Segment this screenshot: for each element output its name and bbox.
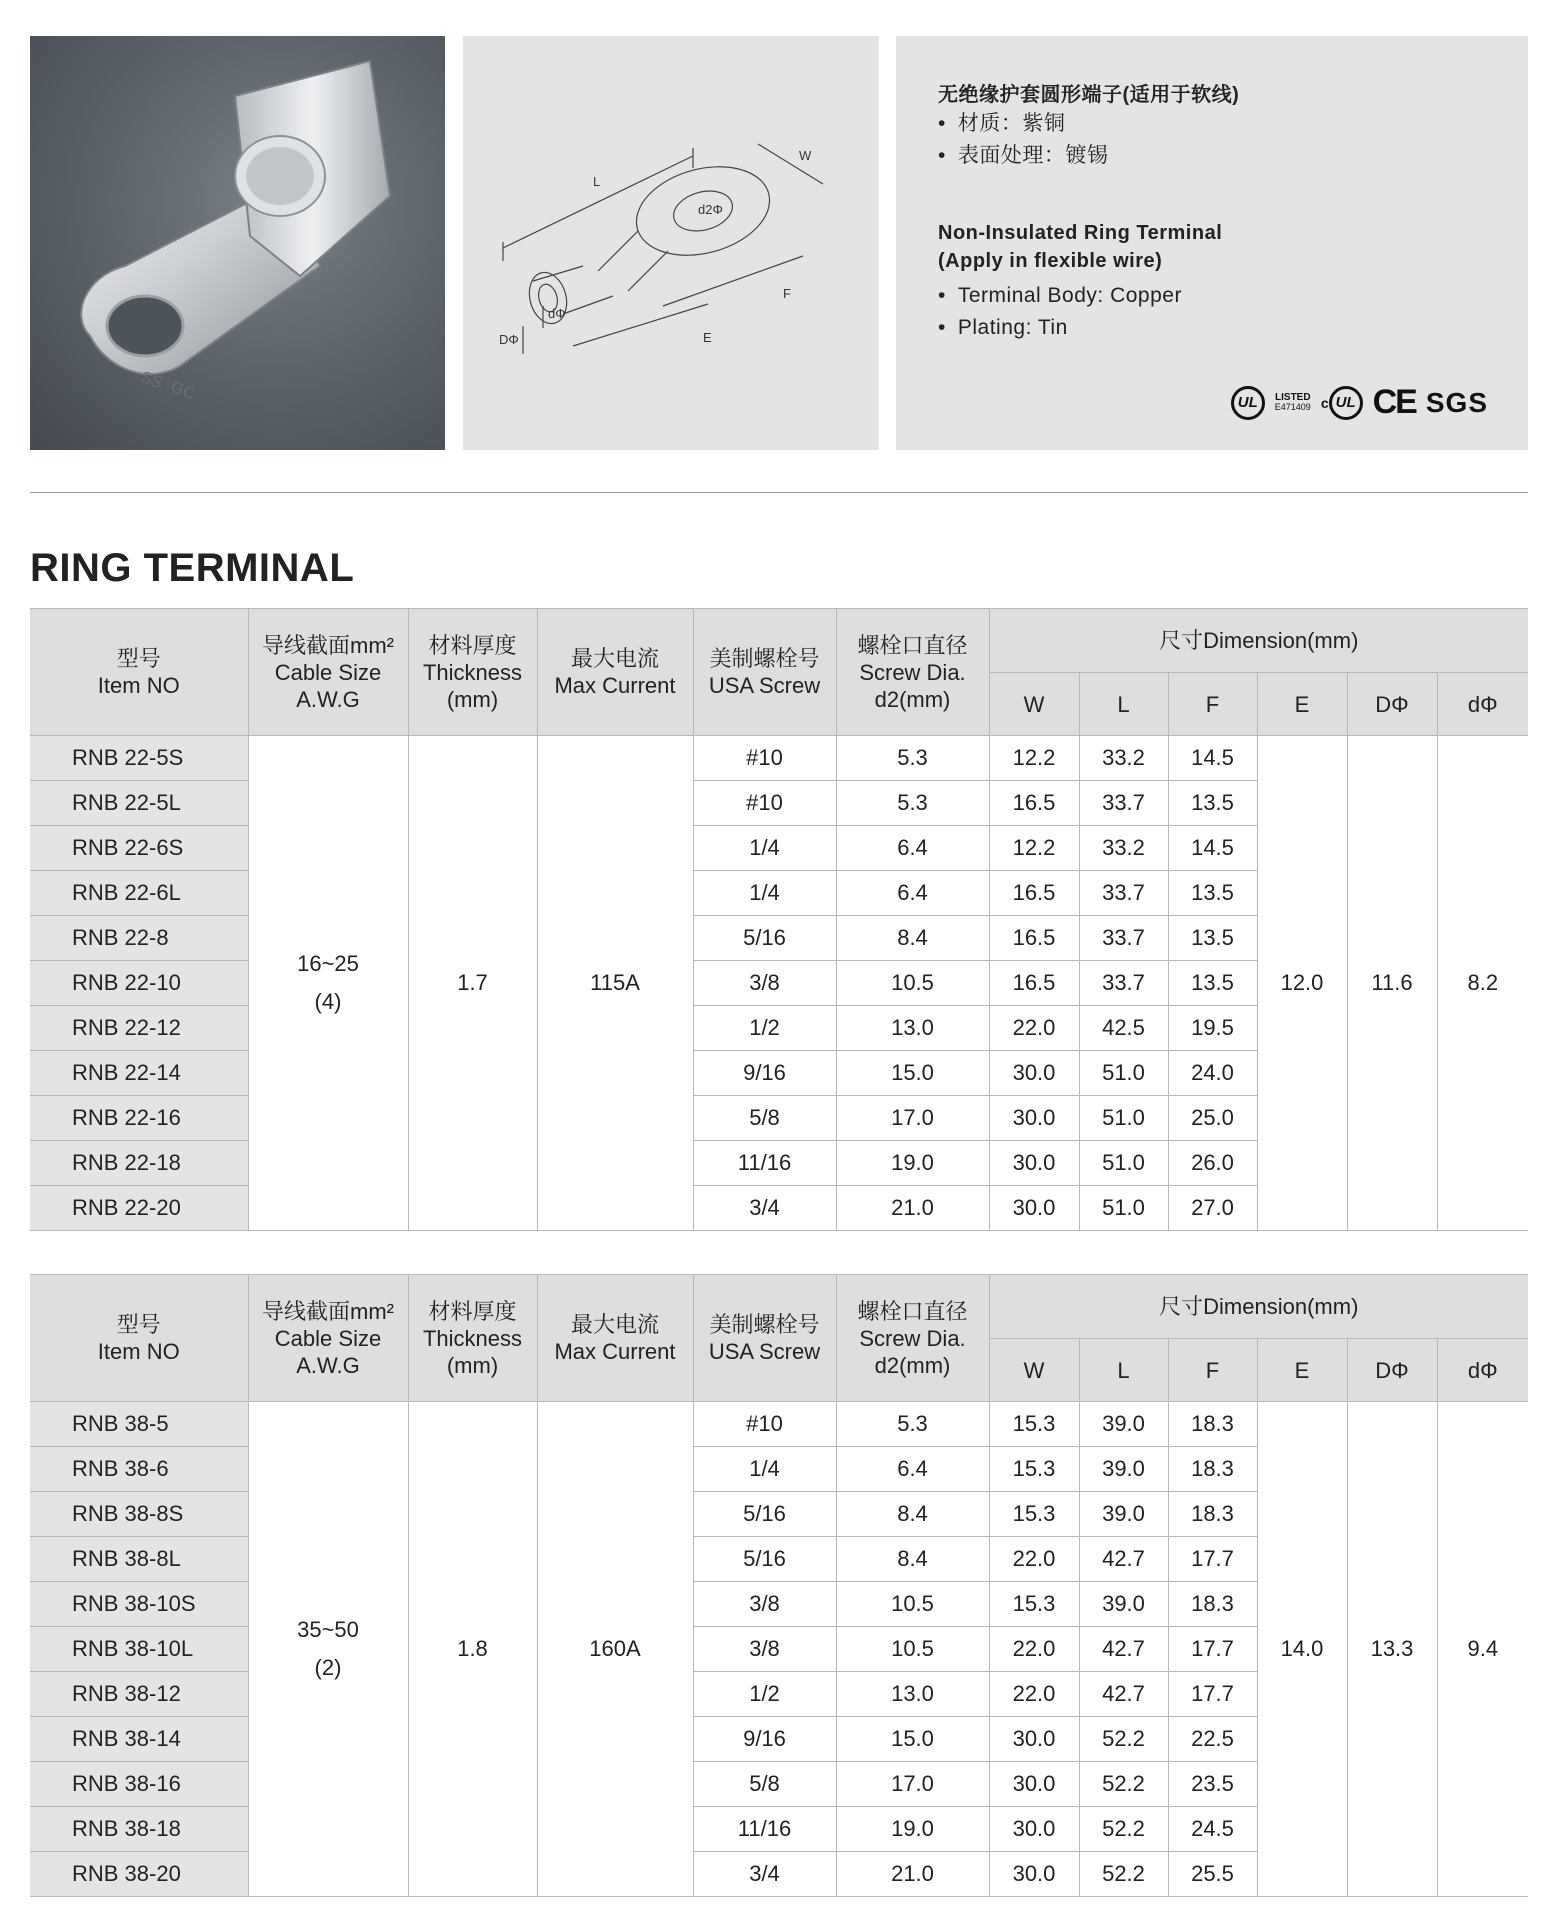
dim-w-cell: 30.0: [989, 1051, 1079, 1096]
col-w: W: [989, 1339, 1079, 1402]
item-no-cell: RNB 38-14: [30, 1717, 248, 1762]
screw-dia-cell: 19.0: [836, 1807, 989, 1852]
col-dbig: DΦ: [1347, 673, 1437, 736]
col-dbig: DΦ: [1347, 1339, 1437, 1402]
col-f: F: [1168, 673, 1257, 736]
dim-e-cell: 14.0: [1257, 1402, 1347, 1897]
dim-f-cell: 13.5: [1168, 781, 1257, 826]
usa-screw-cell: 5/8: [693, 1096, 836, 1141]
dim-w-cell: 30.0: [989, 1096, 1079, 1141]
dim-l-cell: 39.0: [1079, 1402, 1168, 1447]
screw-dia-cell: 21.0: [836, 1852, 989, 1897]
dim-w-cell: 15.3: [989, 1447, 1079, 1492]
usa-screw-cell: 5/8: [693, 1762, 836, 1807]
product-info-panel: [896, 36, 1528, 450]
dim-f-cell: 23.5: [1168, 1762, 1257, 1807]
dim-w-cell: 22.0: [989, 1537, 1079, 1582]
item-no-cell: RNB 38-8S: [30, 1492, 248, 1537]
screw-dia-cell: 15.0: [836, 1051, 989, 1096]
col-item: 型号 Item NO: [30, 1275, 248, 1402]
col-current: 最大电流 Max Current: [537, 609, 693, 736]
item-no-cell: RNB 22-5L: [30, 781, 248, 826]
product-photo: [30, 36, 445, 450]
item-no-cell: RNB 22-12: [30, 1006, 248, 1051]
dim-f-cell: 13.5: [1168, 961, 1257, 1006]
dim-w-cell: 16.5: [989, 871, 1079, 916]
dim-l-cell: 42.7: [1079, 1627, 1168, 1672]
col-screw: 美制螺栓号 USA Screw: [693, 1275, 836, 1402]
dim-f-cell: 24.0: [1168, 1051, 1257, 1096]
max-current-cell: 160A: [537, 1402, 693, 1897]
col-item: 型号 Item NO: [30, 609, 248, 736]
dim-w-cell: 30.0: [989, 1141, 1079, 1186]
screw-dia-cell: 5.3: [836, 781, 989, 826]
dim-w-cell: 15.3: [989, 1582, 1079, 1627]
cul-ul: UL: [1329, 386, 1363, 420]
certification-logos: [1231, 383, 1488, 422]
item-no-cell: RNB 22-10: [30, 961, 248, 1006]
dim-w-cell: 22.0: [989, 1672, 1079, 1717]
dim-l-cell: 33.2: [1079, 736, 1168, 781]
item-no-cell: RNB 38-18: [30, 1807, 248, 1852]
dim-f-cell: 17.7: [1168, 1537, 1257, 1582]
usa-screw-cell: 3/4: [693, 1186, 836, 1231]
dim-e-cell: 12.0: [1257, 736, 1347, 1231]
item-no-cell: RNB 38-8L: [30, 1537, 248, 1582]
item-no-cell: RNB 22-6L: [30, 871, 248, 916]
dim-w-cell: 16.5: [989, 916, 1079, 961]
screw-dia-cell: 10.5: [836, 1582, 989, 1627]
dim-l-cell: 51.0: [1079, 1186, 1168, 1231]
screw-dia-cell: 13.0: [836, 1006, 989, 1051]
item-no-cell: RNB 38-10S: [30, 1582, 248, 1627]
screw-dia-cell: 8.4: [836, 1492, 989, 1537]
usa-screw-cell: #10: [693, 736, 836, 781]
col-screw-dia: 螺栓口直径 Screw Dia. d2(mm): [836, 609, 989, 736]
usa-screw-cell: 1/4: [693, 826, 836, 871]
title-cn: 无绝缘护套圆形端子(适用于软线): [938, 84, 1240, 106]
dim-l-cell: 33.7: [1079, 871, 1168, 916]
dim-l-cell: 51.0: [1079, 1141, 1168, 1186]
dim-l-cell: 51.0: [1079, 1051, 1168, 1096]
sgs-logo: SGS: [1425, 386, 1488, 418]
ce-logo: CE: [1372, 383, 1416, 421]
dim-f-cell: 18.3: [1168, 1582, 1257, 1627]
label-e: E: [703, 330, 712, 345]
dim-w-cell: 16.5: [989, 961, 1079, 1006]
col-e: E: [1257, 1339, 1347, 1402]
cul-c: c: [1320, 394, 1329, 411]
col-screw-dia: 螺栓口直径 Screw Dia. d2(mm): [836, 1275, 989, 1402]
col-w: W: [989, 673, 1079, 736]
screw-dia-cell: 13.0: [836, 1672, 989, 1717]
photo-stamp-1: SS: [138, 368, 165, 393]
col-thickness: 材料厚度 Thickness (mm): [408, 1275, 537, 1402]
usa-screw-cell: #10: [693, 781, 836, 826]
spec-table-2: [30, 1274, 1528, 1897]
usa-screw-cell: 5/16: [693, 1537, 836, 1582]
col-dimension: 尺寸Dimension(mm): [989, 609, 1528, 673]
col-l: L: [1079, 1339, 1168, 1402]
dim-dsmall-cell: 9.4: [1437, 1402, 1528, 1897]
dim-dbig-cell: 11.6: [1347, 736, 1437, 1231]
dim-f-cell: 19.5: [1168, 1006, 1257, 1051]
table-row: [30, 736, 1528, 781]
table-row: [30, 1402, 1528, 1447]
screw-dia-cell: 6.4: [836, 871, 989, 916]
screw-dia-cell: 10.5: [836, 961, 989, 1006]
usa-screw-cell: #10: [693, 1402, 836, 1447]
title-en-1: Non-Insulated Ring Terminal: [938, 222, 1223, 244]
item-no-cell: RNB 22-20: [30, 1186, 248, 1231]
label-d-small: dΦ: [548, 306, 566, 321]
bullet-material-en: • Terminal Body: Copper: [938, 280, 1182, 312]
usa-screw-cell: 11/16: [693, 1141, 836, 1186]
screw-dia-cell: 6.4: [836, 1447, 989, 1492]
dim-l-cell: 51.0: [1079, 1096, 1168, 1141]
item-no-cell: RNB 22-16: [30, 1096, 248, 1141]
dim-dbig-cell: 13.3: [1347, 1402, 1437, 1897]
dim-l-cell: 52.2: [1079, 1852, 1168, 1897]
title-en-2: (Apply in flexible wire): [938, 250, 1163, 272]
listed-number: E471409: [1274, 402, 1311, 412]
screw-dia-cell: 6.4: [836, 826, 989, 871]
col-dimension: 尺寸Dimension(mm): [989, 1275, 1528, 1339]
dim-l-cell: 33.7: [1079, 916, 1168, 961]
screw-dia-cell: 5.3: [836, 1402, 989, 1447]
screw-dia-cell: 8.4: [836, 916, 989, 961]
dim-f-cell: 22.5: [1168, 1717, 1257, 1762]
col-dsmall: dΦ: [1437, 673, 1528, 736]
dim-l-cell: 42.5: [1079, 1006, 1168, 1051]
screw-dia-cell: 15.0: [836, 1717, 989, 1762]
dim-w-cell: 30.0: [989, 1717, 1079, 1762]
dim-w-cell: 30.0: [989, 1186, 1079, 1231]
usa-screw-cell: 5/16: [693, 1492, 836, 1537]
dim-w-cell: 12.2: [989, 826, 1079, 871]
ul-listed-label: [1275, 393, 1311, 412]
section-title: RING TERMINAL: [30, 546, 355, 590]
dim-l-cell: 39.0: [1079, 1582, 1168, 1627]
item-no-cell: RNB 38-20: [30, 1852, 248, 1897]
screw-dia-cell: 5.3: [836, 736, 989, 781]
screw-dia-cell: 10.5: [836, 1627, 989, 1672]
dim-w-cell: 30.0: [989, 1807, 1079, 1852]
dim-l-cell: 52.2: [1079, 1762, 1168, 1807]
dim-f-cell: 18.3: [1168, 1402, 1257, 1447]
item-no-cell: RNB 38-16: [30, 1762, 248, 1807]
dim-f-cell: 13.5: [1168, 916, 1257, 961]
usa-screw-cell: 3/4: [693, 1852, 836, 1897]
col-current: 最大电流 Max Current: [537, 1275, 693, 1402]
item-no-cell: RNB 22-8: [30, 916, 248, 961]
dim-w-cell: 16.5: [989, 781, 1079, 826]
screw-dia-cell: 17.0: [836, 1096, 989, 1141]
dim-l-cell: 42.7: [1079, 1672, 1168, 1717]
dim-f-cell: 18.3: [1168, 1492, 1257, 1537]
listed-text: LISTED: [1275, 392, 1311, 403]
dimension-drawing: [463, 36, 879, 450]
bullet-plating-en: • Plating: Tin: [938, 312, 1182, 344]
dim-f-cell: 27.0: [1168, 1186, 1257, 1231]
usa-screw-cell: 1/2: [693, 1672, 836, 1717]
dim-w-cell: 22.0: [989, 1006, 1079, 1051]
item-no-cell: RNB 38-5: [30, 1402, 248, 1447]
cul-logo: [1321, 386, 1363, 420]
label-d-big: DΦ: [499, 332, 519, 347]
dim-l-cell: 39.0: [1079, 1447, 1168, 1492]
item-no-cell: RNB 38-12: [30, 1672, 248, 1717]
item-no-cell: RNB 22-5S: [30, 736, 248, 781]
dim-l-cell: 52.2: [1079, 1807, 1168, 1852]
dim-dsmall-cell: 8.2: [1437, 736, 1528, 1231]
col-e: E: [1257, 673, 1347, 736]
screw-dia-cell: 8.4: [836, 1537, 989, 1582]
usa-screw-cell: 9/16: [693, 1051, 836, 1096]
dim-w-cell: 22.0: [989, 1627, 1079, 1672]
col-dsmall: dΦ: [1437, 1339, 1528, 1402]
dim-l-cell: 33.2: [1079, 826, 1168, 871]
label-f: F: [783, 286, 791, 301]
item-no-cell: RNB 22-6S: [30, 826, 248, 871]
col-f: F: [1168, 1339, 1257, 1402]
bullets-en: [938, 280, 1182, 344]
item-no-cell: RNB 22-14: [30, 1051, 248, 1096]
item-no-cell: RNB 22-18: [30, 1141, 248, 1186]
label-w: W: [799, 148, 812, 163]
item-no-cell: RNB 38-10L: [30, 1627, 248, 1672]
usa-screw-cell: 1/4: [693, 871, 836, 916]
dim-f-cell: 14.5: [1168, 826, 1257, 871]
dim-f-cell: 18.3: [1168, 1447, 1257, 1492]
dim-l-cell: 39.0: [1079, 1492, 1168, 1537]
col-thickness: 材料厚度 Thickness (mm): [408, 609, 537, 736]
dim-f-cell: 26.0: [1168, 1141, 1257, 1186]
ul-logo: UL: [1231, 386, 1265, 420]
usa-screw-cell: 5/16: [693, 916, 836, 961]
dim-l-cell: 33.7: [1079, 961, 1168, 1006]
col-l: L: [1079, 673, 1168, 736]
dim-w-cell: 30.0: [989, 1762, 1079, 1807]
section-divider: [30, 492, 1528, 493]
thickness-cell: 1.7: [408, 736, 537, 1231]
screw-dia-cell: 21.0: [836, 1186, 989, 1231]
dim-f-cell: 25.0: [1168, 1096, 1257, 1141]
dim-l-cell: 42.7: [1079, 1537, 1168, 1582]
bullet-plating-cn: • 表面处理：镀锡: [938, 140, 1108, 172]
photo-stamp-2: GC: [168, 378, 197, 403]
usa-screw-cell: 9/16: [693, 1717, 836, 1762]
technical-drawing: [463, 36, 879, 450]
dim-l-cell: 52.2: [1079, 1717, 1168, 1762]
spec-table-1: [30, 608, 1528, 1231]
dim-w-cell: 15.3: [989, 1492, 1079, 1537]
dim-f-cell: 14.5: [1168, 736, 1257, 781]
dim-f-cell: 17.7: [1168, 1672, 1257, 1717]
cable-size-cell: 16~25 (4): [248, 736, 408, 1231]
col-cable: 导线截面mm² Cable Size A.W.G: [248, 609, 408, 736]
screw-dia-cell: 17.0: [836, 1762, 989, 1807]
dim-w-cell: 30.0: [989, 1852, 1079, 1897]
usa-screw-cell: 3/8: [693, 1627, 836, 1672]
usa-screw-cell: 1/4: [693, 1447, 836, 1492]
dim-f-cell: 24.5: [1168, 1807, 1257, 1852]
dim-l-cell: 33.7: [1079, 781, 1168, 826]
item-no-cell: RNB 38-6: [30, 1447, 248, 1492]
usa-screw-cell: 3/8: [693, 961, 836, 1006]
bullets-cn: [938, 108, 1108, 172]
label-l: L: [593, 174, 601, 189]
label-d2: d2Φ: [698, 202, 723, 217]
dim-w-cell: 15.3: [989, 1402, 1079, 1447]
col-cable: 导线截面mm² Cable Size A.W.G: [248, 1275, 408, 1402]
usa-screw-cell: 1/2: [693, 1006, 836, 1051]
cable-size-cell: 35~50 (2): [248, 1402, 408, 1897]
screw-dia-cell: 19.0: [836, 1141, 989, 1186]
dim-f-cell: 25.5: [1168, 1852, 1257, 1897]
dim-w-cell: 12.2: [989, 736, 1079, 781]
thickness-cell: 1.8: [408, 1402, 537, 1897]
usa-screw-cell: 11/16: [693, 1807, 836, 1852]
ring-terminal-photo: [30, 36, 445, 450]
bullet-material-cn: • 材质：紫铜: [938, 108, 1108, 140]
usa-screw-cell: 3/8: [693, 1582, 836, 1627]
dim-f-cell: 13.5: [1168, 871, 1257, 916]
max-current-cell: 115A: [537, 736, 693, 1231]
dim-f-cell: 17.7: [1168, 1627, 1257, 1672]
col-screw: 美制螺栓号 USA Screw: [693, 609, 836, 736]
